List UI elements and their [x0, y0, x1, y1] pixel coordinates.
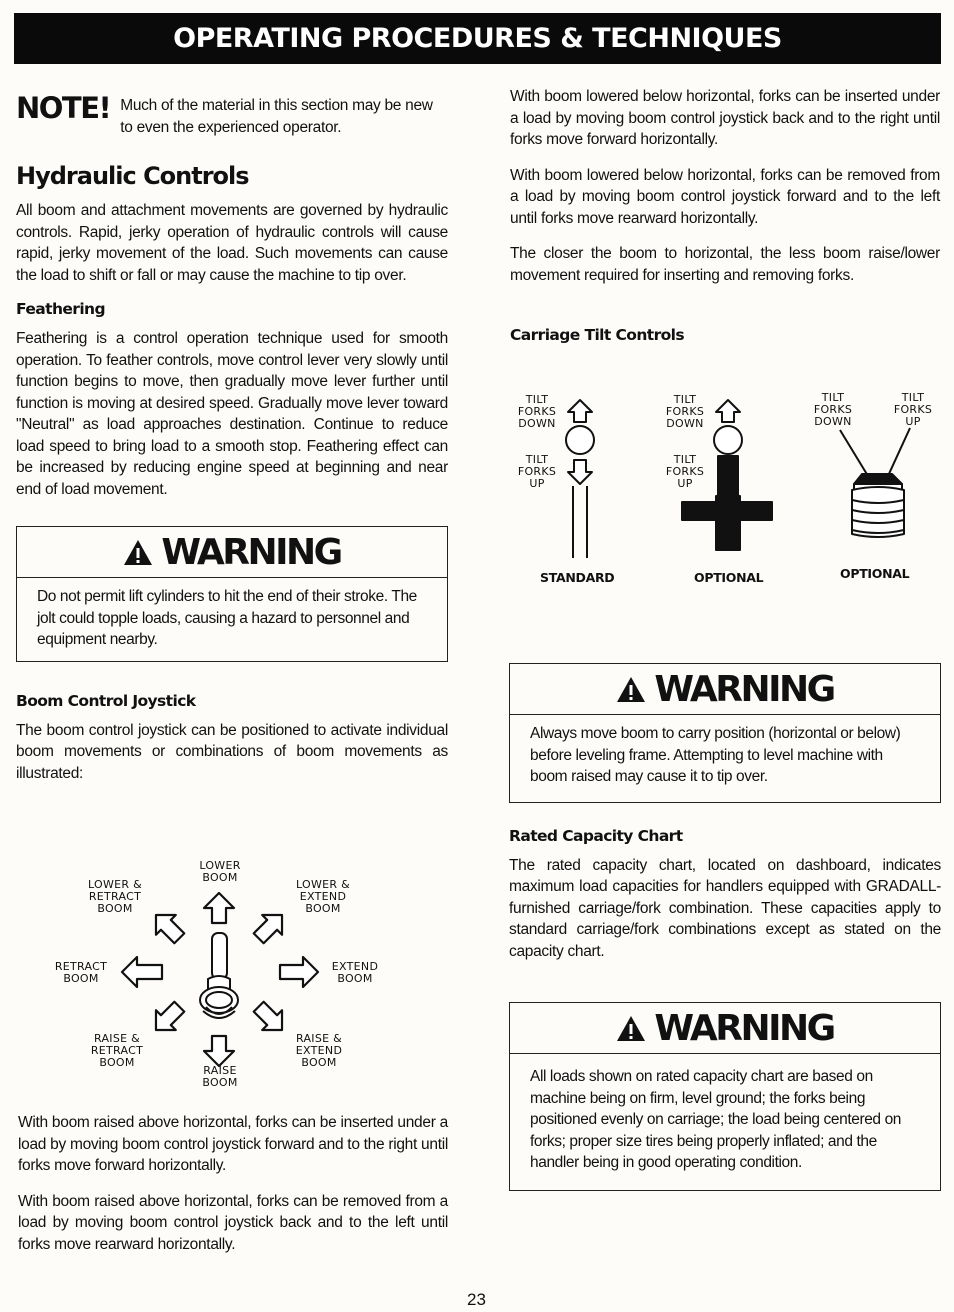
carriage-tilt-diagram	[510, 388, 940, 593]
warning-header	[510, 664, 940, 715]
para-closer: The closer the boom to horizontal, the less boom raise/lower movement required for inserting and removing forks.	[510, 245, 940, 284]
warning-text: Always move boom to carry position (horizontal or below) before leveling frame. Attempting to level machine with boom raised may cause it to tip over.	[530, 725, 901, 785]
feathering-heading: Feathering	[16, 300, 105, 318]
joystick-text: The boom control joystick can be positioned to activate individual boom movements or combinations of boom movements as illustrated:	[16, 721, 448, 782]
rated-text: The rated capacity chart, located on dashboard, indicates maximum load capacities for handlers equipped with GRADALL-furnished carriage/fork combination. These capacities apply to standard carriage/fork combinations except as stated on the capacity chart.	[509, 856, 941, 960]
warning-text: Do not permit lift cylinders to hit the end of their stroke. The jolt could topple loads, causing a hazard to personnel and equipment nearby.	[37, 588, 417, 648]
arrow-up-left-icon	[146, 905, 189, 948]
warning-header	[17, 527, 447, 578]
tilt-down-arrow-icon	[568, 460, 592, 484]
note-text: Much of the material in this section may be new to even the experienced operator.	[120, 97, 433, 136]
tilt-up-arrow-icon-2	[716, 400, 740, 422]
label-lower-boom: LOWER BOOM	[199, 859, 241, 884]
tilt-up-arrow-icon	[568, 400, 592, 422]
arrow-down-left-icon	[146, 997, 189, 1040]
arrow-down-icon	[204, 1036, 234, 1066]
section-banner: OPERATING PROCEDURES & TECHNIQUES	[14, 13, 941, 64]
knob-tilt-down: TILT FORKS DOWN	[813, 391, 853, 428]
label-raise-retract: RAISE & RETRACT BOOM	[90, 1032, 144, 1069]
right-column-lower	[509, 663, 941, 1191]
page-number: 23	[467, 1290, 486, 1309]
warning-header	[510, 1003, 940, 1054]
left-column-bottom	[18, 1112, 448, 1269]
para-raised-insert: With boom raised above horizontal, forks can be inserted under a load by moving boom control joystick forward and to the right until forks move forward horizontally.	[18, 1114, 448, 1174]
cross-control-icon	[682, 496, 772, 550]
joystick-icon	[200, 933, 238, 1018]
warning-box-carry-position	[509, 663, 941, 803]
label-raise: RAISE BOOM	[202, 1064, 238, 1089]
warning-title: WARNING	[161, 531, 341, 573]
arrow-right-icon	[280, 957, 318, 987]
para-raised-remove: With boom raised above horizontal, forks can be removed from a load by moving boom control joystick back and to the left until forks move rearward horizontally.	[18, 1192, 448, 1253]
hydraulic-intro: All boom and attachment movements are governed by hydraulic controls. Rapid, jerky operation of hydraulic controls will cause rapid, jerky movement of the load. Such movements can cause the load to shift or fall or may cause the machine to tip over.	[16, 202, 448, 284]
opt-tilt-down: TILT FORKS DOWN	[665, 393, 705, 430]
left-column	[16, 92, 448, 798]
caption-standard: STANDARD	[540, 570, 615, 585]
warning-box-load-conditions	[509, 1002, 941, 1191]
knob-tilt-up: TILT FORKS UP	[893, 391, 933, 428]
tilt-knob-icon	[854, 474, 902, 484]
para-lowered-remove: With boom lowered below horizontal, forks can be removed from a load by moving boom control joystick forward and to the left until forks move rearward horizontally.	[510, 166, 940, 227]
caption-optional-2: OPTIONAL	[840, 566, 910, 581]
arrow-left-icon	[122, 957, 162, 987]
carriage-heading: Carriage Tilt Controls	[510, 326, 685, 344]
note-block	[16, 92, 448, 138]
warning-box-lift-cylinders	[16, 526, 448, 662]
opt-tilt-up: TILT FORKS UP	[665, 453, 705, 490]
label-lower-extend: LOWER & EXTEND BOOM	[295, 878, 351, 915]
hydraulic-heading: Hydraulic Controls	[16, 162, 249, 190]
joystick-heading: Boom Control Joystick	[16, 691, 196, 710]
caption-optional-1: OPTIONAL	[694, 570, 764, 585]
std-tilt-down: TILT FORKS DOWN	[517, 393, 557, 430]
warning-text: All loads shown on rated capacity chart are based on machine being on firm, level ground; the forks being positioned evenly on carriage; the load being centered on forks; proper size tires being properly inflated; and the handler being in good operating condition.	[530, 1068, 902, 1171]
label-extend: EXTEND BOOM	[331, 960, 379, 985]
right-column	[510, 86, 940, 354]
arrow-up-icon	[204, 893, 234, 923]
std-tilt-up: TILT FORKS UP	[517, 453, 557, 490]
note-label: NOTE!	[16, 91, 111, 125]
label-lower-retract: LOWER & RETRACT BOOM	[87, 878, 143, 915]
arrow-up-right-icon	[249, 905, 292, 948]
carriage-tilt-graphic	[510, 388, 940, 593]
para-lowered-insert: With boom lowered below horizontal, forks can be inserted under a load by moving boom control joystick back and to the right until forks move forward horizontally.	[510, 88, 940, 148]
label-raise-extend: RAISE & EXTEND BOOM	[295, 1032, 343, 1069]
warning-title: WARNING	[654, 1007, 834, 1049]
joystick-diagram	[40, 855, 420, 1105]
warning-triangle-icon	[123, 539, 153, 566]
warning-title: WARNING	[654, 668, 834, 710]
rated-heading: Rated Capacity Chart	[509, 826, 683, 845]
label-retract: RETRACT BOOM	[54, 960, 108, 985]
warning-triangle-icon	[616, 1015, 646, 1042]
warning-triangle-icon	[616, 676, 646, 703]
feathering-text: Feathering is a control operation technique used for smooth operation. To feather controls, move control lever very slowly until function begins to move, then gradually move lever further until function is moving at desired speed. Gradually move lever toward "Neutral" as load approaches destination. Continue to reduce load speed to bring load to a smooth stop. Feathering effect can be increased by reducing engine speed at beginning and near end of load movement.	[16, 330, 448, 498]
